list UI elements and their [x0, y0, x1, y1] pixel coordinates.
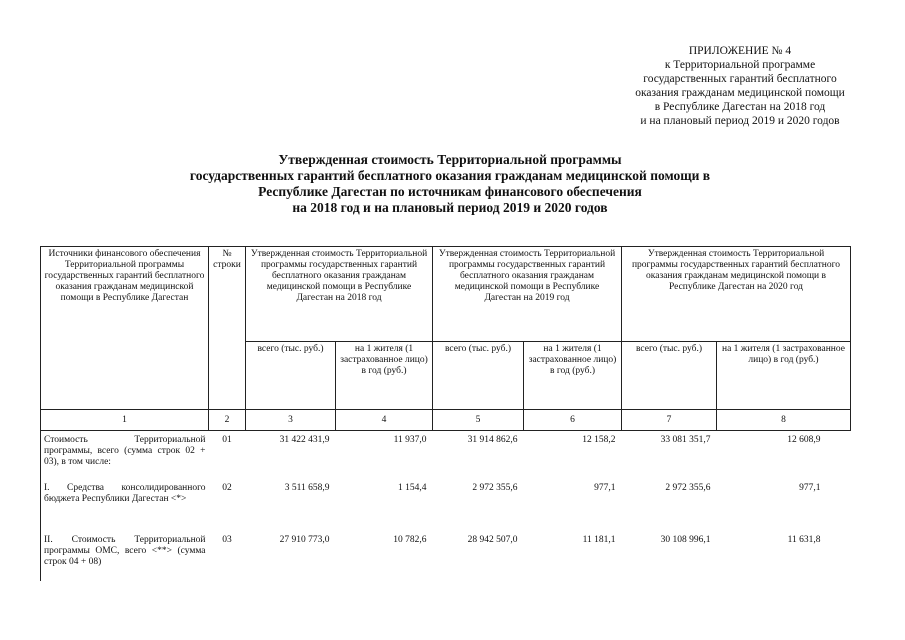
value-2018-total: 27 910 773,0	[279, 535, 330, 545]
document-title	[120, 152, 780, 216]
value-2020-per-capita: 11 631,8	[787, 535, 821, 545]
title-line: Утвержденная стоимость Территориальной программы	[278, 152, 622, 167]
column-number: 7	[622, 410, 717, 431]
header-row-number: № строки	[209, 247, 246, 410]
title-line: Республике Дагестан по источникам финансового обеспечения	[258, 184, 642, 199]
table-row	[41, 477, 851, 529]
column-number: 4	[336, 410, 433, 431]
row-code: 03	[222, 535, 232, 545]
subheader-total-2018: всего (тыс. руб.)	[246, 341, 336, 409]
subheader-per-capita-2020: на 1 жителя (1 застрахованное лицо) в год (руб.)	[717, 341, 851, 409]
value-2018-per-capita: 10 782,6	[393, 535, 427, 545]
header-2018: Утвержденная стоимость Территориальной программы государственных гарантий бесплатного оказания гражданам медицинской помощи в Республике Дагестан на 2018 год	[246, 247, 433, 342]
value-2018-per-capita: 1 154,4	[398, 483, 427, 493]
header-2020: Утвержденная стоимость Территориальной программы государственных гарантий бесплатного оказания гражданам медицинской помощи в Республике Дагестан на 2020 год	[622, 247, 851, 342]
appendix-line: государственных гарантий бесплатного	[643, 73, 837, 85]
value-2020-total: 33 081 351,7	[660, 435, 711, 445]
value-2019-total: 31 914 862,6	[467, 435, 518, 445]
subheader-per-capita-2019: на 1 жителя (1 застрахованное лицо) в год (руб.)	[524, 341, 622, 409]
column-number: 5	[433, 410, 524, 431]
value-2019-total: 28 942 507,0	[467, 535, 518, 545]
table-row	[41, 529, 851, 581]
title-line: государственных гарантий бесплатного оказания гражданам медицинской помощи в	[189, 168, 711, 183]
subheader-total-2019: всего (тыс. руб.)	[433, 341, 524, 409]
value-2020-total: 2 972 355,6	[665, 483, 711, 493]
table-row	[41, 431, 851, 478]
row-code: 02	[222, 483, 232, 493]
appendix-line: оказания гражданам медицинской помощи	[635, 87, 845, 99]
column-number: 2	[209, 410, 246, 431]
title-line: на 2018 год и на плановый период 2019 и 2020 годов	[292, 200, 608, 215]
appendix-line: к Территориальной программе	[664, 59, 816, 71]
appendix-line: в Республике Дагестан на 2018 год	[654, 101, 826, 113]
column-number: 1	[41, 410, 209, 431]
value-2018-per-capita: 11 937,0	[393, 435, 427, 445]
value-2020-per-capita: 977,1	[799, 483, 821, 493]
appendix-line: ПРИЛОЖЕНИЕ № 4	[688, 45, 792, 57]
header-2019: Утвержденная стоимость Территориальной программы государственных гарантий бесплатного оказания гражданам медицинской помощи в Республике Дагестан на 2019 год	[433, 247, 622, 342]
financing-table	[40, 246, 851, 581]
value-2019-per-capita: 977,1	[594, 483, 616, 493]
header-source: Источники финансового обеспечения Территориальной программы государственных гарантий бесплатного оказания гражданам медицинской помощи в Республике Дагестан	[41, 247, 209, 410]
row-name: II. Стоимость Территориальной программы ОМС, всего <**> (сумма строк 04 + 08)	[41, 529, 209, 581]
subheader-per-capita-2018: на 1 жителя (1 застрахованное лицо) в год (руб.)	[336, 341, 433, 409]
value-2019-total: 2 972 355,6	[472, 483, 518, 493]
column-number: 3	[246, 410, 336, 431]
value-2018-total: 3 511 658,9	[284, 483, 330, 493]
appendix-header	[560, 44, 905, 128]
value-2018-total: 31 422 431,9	[279, 435, 330, 445]
value-2020-per-capita: 12 608,9	[787, 435, 821, 445]
column-number: 8	[717, 410, 851, 431]
appendix-line: и на плановый период 2019 и 2020 годов	[640, 115, 840, 127]
row-name: I. Средства консолидированного бюджета Республики Дагестан <*>	[41, 477, 209, 529]
value-2020-total: 30 108 996,1	[660, 535, 711, 545]
row-code: 01	[222, 435, 232, 445]
subheader-total-2020: всего (тыс. руб.)	[622, 341, 717, 409]
value-2019-per-capita: 11 181,1	[582, 535, 616, 545]
row-name: Стоимость Территориальной программы, всего (сумма строк 02 + 03), в том числе:	[41, 431, 209, 478]
value-2019-per-capita: 12 158,2	[582, 435, 616, 445]
column-number: 6	[524, 410, 622, 431]
